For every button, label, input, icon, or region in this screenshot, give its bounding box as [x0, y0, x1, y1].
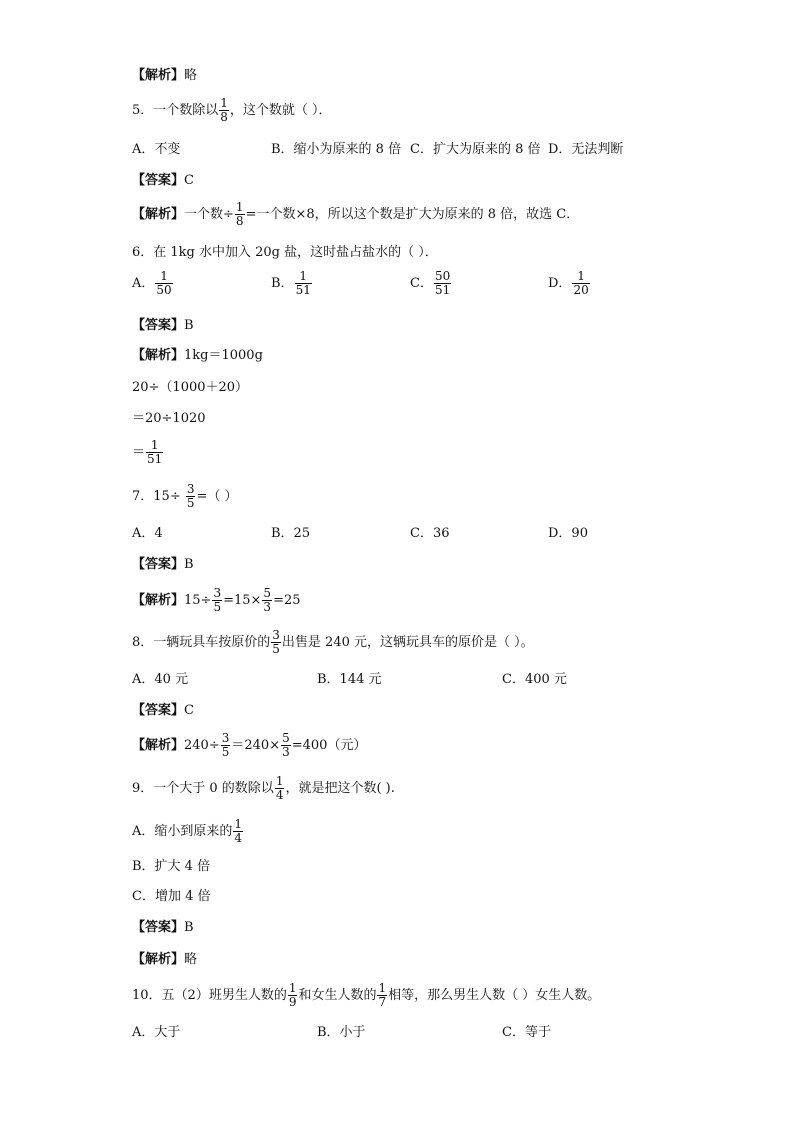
stem-text: ，就是把这个数( ). [285, 781, 395, 796]
question-8-stem [132, 629, 534, 656]
numerator: 3 [272, 628, 280, 642]
option-c: C．36 [410, 526, 450, 541]
denominator: 8 [220, 110, 228, 124]
denominator: 8 [235, 214, 244, 228]
stem-text: 8．一辆玩具车按原价的 [132, 635, 271, 650]
denominator: 3 [263, 600, 272, 614]
analysis-line [132, 68, 197, 84]
fraction [262, 587, 272, 614]
analysis-text: ＝240× [231, 738, 281, 753]
fraction [221, 732, 231, 759]
analysis-text: ＝ [132, 445, 146, 460]
answer-tag: 【答案】 [132, 920, 185, 935]
numerator: 1 [572, 270, 589, 284]
analysis-tag: 【解析】 [132, 593, 185, 608]
denominator: 4 [234, 831, 243, 845]
denominator: 3 [282, 745, 290, 759]
denominator: 20 [573, 283, 589, 297]
option-text: A．缩小到原来的 [132, 824, 233, 839]
fraction [219, 97, 229, 124]
option-c: C．400 元 [502, 672, 567, 687]
stem-text: 相等，那么男生人数（ ）女生人数。 [388, 988, 601, 1003]
denominator: 5 [272, 642, 280, 656]
option-label: C． [410, 276, 433, 291]
answer-tag: 【答案】 [132, 173, 185, 188]
numerator: 3 [221, 731, 230, 745]
answer-line [132, 703, 194, 719]
option-d [548, 270, 591, 297]
stem-text: 出售是 240 元，这辆玩具车的原价是（ ）。 [281, 635, 534, 650]
analysis-text: =15× [223, 593, 262, 608]
answer-line [132, 920, 194, 936]
answer-tag: 【答案】 [132, 318, 185, 333]
analysis-line [132, 732, 366, 759]
numerator: 1 [234, 817, 243, 831]
denominator: 4 [275, 788, 284, 802]
question-10-stem [132, 982, 600, 1009]
answer-text: C [184, 173, 194, 188]
analysis-tag: 【解析】 [132, 68, 185, 83]
analysis-text: =一个数×8，所以这个数是扩大为原来的 8 倍，故选 C． [245, 207, 580, 222]
option-c [410, 270, 452, 297]
fraction [155, 270, 172, 297]
stem-text: 和女生人数的 [298, 988, 377, 1003]
answer-line [132, 173, 194, 189]
denominator: 50 [156, 283, 172, 297]
answer-tag: 【答案】 [132, 703, 185, 718]
question-6-stem: 6．在 1kg 水中加入 20g 盐，这时盐占盐水的（ ）． [132, 245, 438, 260]
fraction [288, 982, 298, 1009]
option-b [271, 270, 313, 297]
analysis-text: 一个数÷ [184, 207, 234, 222]
numerator: 3 [213, 586, 222, 600]
analysis-text: 略 [184, 952, 198, 967]
answer-tag: 【答案】 [132, 557, 185, 572]
answer-text: B [184, 318, 194, 333]
question-7-stem [132, 483, 238, 510]
option-label: A． [132, 276, 155, 291]
analysis-line [132, 952, 197, 968]
denominator: 7 [378, 995, 387, 1009]
analysis-text: 240÷ [184, 738, 220, 753]
fraction [233, 818, 243, 845]
denominator: 5 [221, 745, 230, 759]
stem-text: 9．一个大于 0 的数除以 [132, 781, 274, 796]
numerator: 1 [155, 270, 172, 284]
option-a: A．不变 [132, 142, 181, 157]
numerator: 5 [263, 586, 272, 600]
option-c: C．扩大为原来的 8 倍 [410, 142, 541, 157]
option-c: C．增加 4 倍 [132, 889, 211, 904]
denominator: 9 [288, 995, 297, 1009]
option-a: A．4 [132, 526, 163, 541]
option-a: A．大于 [132, 1025, 181, 1040]
fraction [271, 629, 281, 656]
question-9-stem [132, 775, 395, 802]
numerator: 1 [288, 981, 297, 995]
option-b: B．25 [271, 526, 311, 541]
fraction [281, 732, 291, 759]
analysis-text: 15÷ [184, 593, 212, 608]
denominator: 5 [213, 600, 222, 614]
analysis-step [132, 439, 164, 466]
fraction [434, 270, 451, 297]
analysis-text: 略 [184, 68, 198, 83]
fraction [146, 439, 163, 466]
numerator: 50 [434, 269, 451, 283]
option-b: B．144 元 [317, 672, 382, 687]
question-5-stem [132, 97, 332, 124]
answer-text: B [184, 557, 194, 572]
fraction [275, 775, 285, 802]
option-label: B． [271, 276, 294, 291]
fraction [295, 270, 312, 297]
option-a: A．40 元 [132, 672, 189, 687]
fraction [377, 982, 387, 1009]
numerator: 1 [378, 981, 387, 995]
numerator: 5 [282, 731, 290, 745]
numerator: 1 [295, 270, 312, 284]
analysis-tag: 【解析】 [132, 348, 185, 363]
denominator: 5 [186, 496, 195, 510]
option-a [132, 270, 174, 297]
answer-line [132, 557, 194, 573]
numerator: 1 [220, 96, 228, 110]
fraction [235, 201, 245, 228]
answer-line [132, 318, 194, 334]
option-a [132, 818, 244, 845]
numerator: 1 [235, 200, 244, 214]
answer-text: B [184, 920, 194, 935]
fraction [572, 270, 589, 297]
analysis-step: ＝20÷1020 [132, 411, 206, 426]
stem-text: =（ ） [196, 489, 238, 504]
analysis-line [132, 201, 579, 228]
option-b: B．扩大 4 倍 [132, 859, 211, 874]
analysis-tag: 【解析】 [132, 952, 185, 967]
numerator: 1 [275, 774, 284, 788]
denominator: 51 [434, 283, 451, 297]
option-d: D．无法判断 [548, 142, 624, 157]
option-b: B．小于 [317, 1025, 366, 1040]
analysis-text: =25 [273, 593, 301, 608]
denominator: 51 [295, 283, 311, 297]
analysis-tag: 【解析】 [132, 738, 185, 753]
option-label: D． [548, 276, 572, 291]
analysis-text: 1kg＝1000g [184, 348, 263, 363]
option-c: C．等于 [502, 1025, 551, 1040]
stem-text: 7．15÷ [132, 489, 185, 504]
fraction [212, 587, 222, 614]
analysis-line [132, 348, 263, 364]
numerator: 3 [186, 482, 195, 496]
analysis-text: =400（元） [291, 738, 367, 753]
option-b: B．缩小为原来的 8 倍 [271, 142, 402, 157]
numerator: 1 [146, 439, 163, 453]
stem-text: ，这个数就（ ）． [229, 103, 332, 118]
stem-text: 10．五（2）班男生人数的 [132, 988, 287, 1003]
analysis-step: 20÷（1000＋20） [132, 380, 249, 395]
answer-text: C [184, 703, 194, 718]
option-d: D．90 [548, 526, 588, 541]
stem-text: 5．一个数除以 [132, 103, 219, 118]
fraction [186, 483, 196, 510]
analysis-tag: 【解析】 [132, 207, 185, 222]
analysis-line [132, 587, 301, 614]
denominator: 51 [147, 452, 163, 466]
